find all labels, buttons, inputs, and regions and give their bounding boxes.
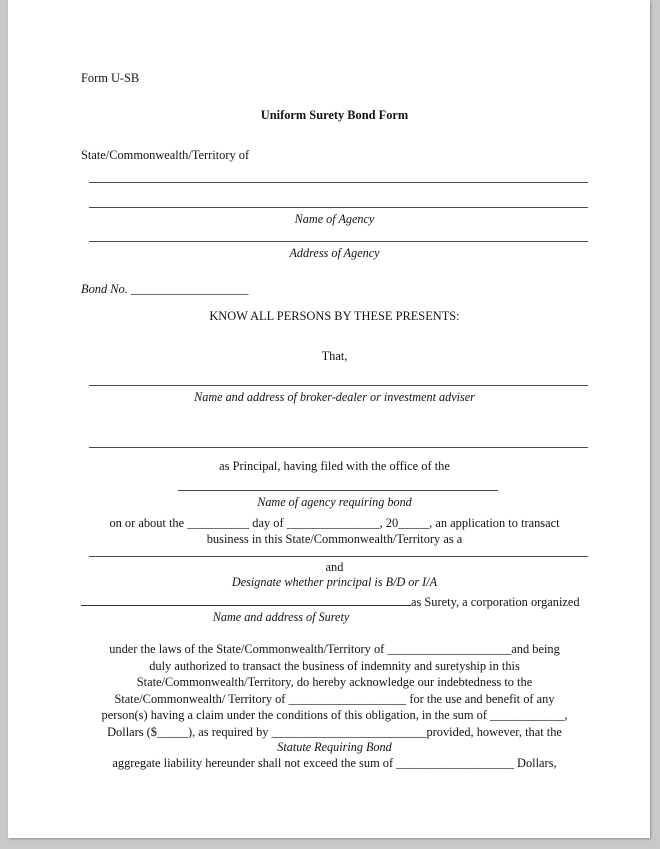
body-line-3: State/Commonwealth/Territory, do hereby acknowledge our indebtedness to the xyxy=(136,675,533,689)
as-surety-text: as Surety, a corporation organized xyxy=(411,595,580,609)
spacer xyxy=(81,227,588,241)
body-line-1: under the laws of the State/Commonwealth/Territory of ____________________and being xyxy=(109,642,560,656)
and-label: and xyxy=(325,559,344,574)
body-line-2: duly authorized to transact the business of indemnity and suretyship in this xyxy=(149,658,520,673)
form-number: Form U-SB xyxy=(81,71,140,85)
spacer xyxy=(81,183,588,207)
spacer xyxy=(81,405,588,435)
body-line-6: Dollars ($_____), as required by _________________________provided, however, that the xyxy=(107,724,562,739)
surety-blank xyxy=(81,592,411,606)
spacer xyxy=(81,324,588,348)
spacer xyxy=(81,261,588,281)
spacer xyxy=(81,435,588,447)
that-label: That, xyxy=(321,349,348,363)
spacer xyxy=(81,548,588,556)
spacer xyxy=(81,298,588,308)
know-all-persons-heading: KNOW ALL PERSONS BY THESE PRESENTS: xyxy=(209,308,460,323)
spacer xyxy=(81,448,588,458)
spacer xyxy=(81,365,588,385)
body-line-4: State/Commonwealth/ Territory of ___________________ for the use and benefit of any xyxy=(114,691,555,706)
as-principal-line: as Principal, having filed with the office of the xyxy=(219,458,450,473)
body-line-7: aggregate liability hereunder shall not exceed the sum of ___________________ Dollars, xyxy=(112,756,557,771)
jurisdiction-label: State/Commonwealth/Territory of xyxy=(81,148,250,162)
document-title: Uniform Surety Bond Form xyxy=(260,107,409,122)
spacer xyxy=(81,625,588,641)
document-content xyxy=(81,70,588,772)
spacer xyxy=(81,123,588,147)
spacer xyxy=(81,87,588,107)
document-page xyxy=(8,0,650,838)
application-line-1: on or about the __________ day of _______________, 20_____, an application to transact xyxy=(109,515,560,530)
caption-designate-principal: Designate whether principal is B/D or I/A xyxy=(231,575,438,589)
caption-name-address-surety: Name and address of Surety xyxy=(212,610,350,624)
caption-statute-requiring-bond: Statute Requiring Bond xyxy=(277,740,392,754)
spacer xyxy=(81,164,588,182)
caption-broker-dealer: Name and address of broker-dealer or investment adviser xyxy=(194,389,475,404)
caption-agency-requiring-bond: Name of agency requiring bond xyxy=(257,495,412,510)
caption-name-of-agency: Name of Agency xyxy=(294,211,375,226)
bond-number-field: Bond No. ___________________ xyxy=(81,282,249,296)
body-line-5: person(s) having a claim under the conditions of this obligation, in the sum of ____________, xyxy=(101,708,568,722)
surety-line xyxy=(81,592,588,610)
spacer xyxy=(81,474,588,490)
caption-address-of-agency: Address of Agency xyxy=(289,245,380,260)
application-line-2: business in this State/Commonwealth/Territory as a xyxy=(206,532,463,546)
